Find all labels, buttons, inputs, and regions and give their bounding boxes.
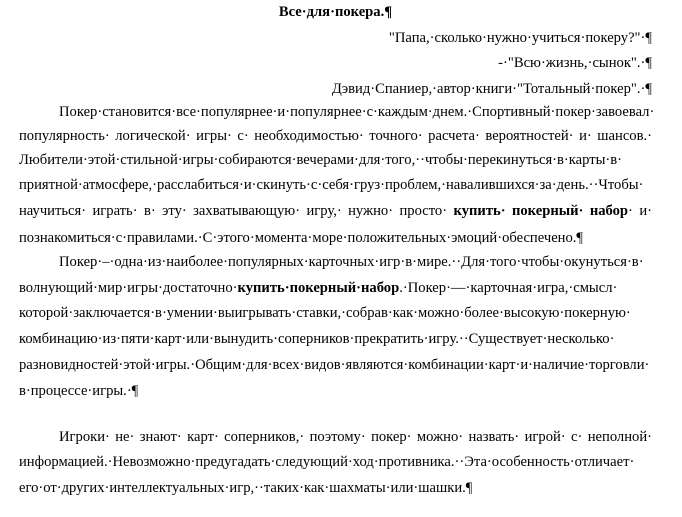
- paragraph-3-line-1: Игроки· не· знают· карт· соперников,· поэтому· покер· можно· назвать· игрой· с· неполной·: [59, 429, 652, 445]
- paragraph-2-line-3: которой·заключается·в·умении·выигрывать·ставки,·собрав·как·можно·более·высокую·покерную·: [19, 305, 631, 321]
- paragraph-1-line-6: познакомиться·с·правилами.·С·этого·момента·море·положительных·эмоций·обеспечено.¶: [19, 230, 584, 246]
- paragraph-1-line-2: популярность· логической· игры· с· необходимостью· точного· расчета· вероятностей· и· шансов.·: [19, 128, 652, 144]
- paragraph-2-line-5: разновидностей·этой·игры.·Общим·для·всех·видов·являются·комбинации·карт·и·наличие·торговли·: [19, 357, 650, 373]
- paragraph-2-line-2-tail: .·Покер·—·карточная·игра,·смысл·: [399, 280, 618, 296]
- paragraph-2-line-4: комбинацию·из·пяти·карт·или·вынудить·соперников·прекратить·игру.··Существует·несколько·: [19, 331, 615, 347]
- paragraph-1-line-3: Любители·этой·стильной·игры·собираются·вечерами·для·того,··чтобы·перекинуться·в·карты·в·: [19, 152, 623, 168]
- paragraph-1-line-5: [19, 202, 652, 220]
- paragraph-3-line-2: информацией.·Невозможно·предугадать·следующий·ход·противника.··Эта·особенность·отличает·: [19, 454, 635, 470]
- paragraph-2-line-2: [19, 279, 652, 297]
- paragraph-2-line-1: Покер·–·одна·из·наиболее·популярных·карточных·игр·в·мире.··Для·того·чтобы·окунуться·в·: [59, 254, 644, 270]
- epigraph-line-2: -·"Всю·жизнь,·сынок".·¶: [498, 55, 652, 71]
- buy-poker-set-phrase-1: купить· покерный· набор: [453, 203, 629, 219]
- buy-poker-set-phrase-2: купить·покерный·набор: [237, 280, 400, 296]
- paragraph-3-line-3: его·от·других·интеллектуальных·игр,··таких·как·шахматы·или·шашки.¶: [19, 480, 473, 496]
- epigraph-line-1: "Папа,·сколько·нужно·учиться·покеру?"·¶: [388, 30, 652, 46]
- paragraph-2-line-2-text: волнующий·мир·игры·достаточно·: [19, 280, 238, 296]
- paragraph-2-line-6: в·процессе·игры.·¶: [19, 383, 139, 399]
- document-title: Все·для·покера.¶: [278, 4, 393, 20]
- paragraph-1-line-4: приятной·атмосфере,·расслабиться·и·скинуть·с·себя·груз·проблем,·навалившихся·за·день.··Чтобы·: [19, 177, 644, 193]
- epigraph-author: Дэвид·Спаниер,·автор·книги·"Тотальный·покер".·¶: [331, 81, 652, 97]
- paragraph-1-line-5-text: научиться· играть· в· эту· захватывающую· игру,· нужно· просто·: [19, 203, 454, 219]
- paragraph-1-line-1: Покер·становится·все·популярнее·и·популярнее·с·каждым·днем.·Спортивный·покер·завоевал·: [59, 104, 655, 120]
- paragraph-1-line-5-tail: · и·: [628, 203, 652, 219]
